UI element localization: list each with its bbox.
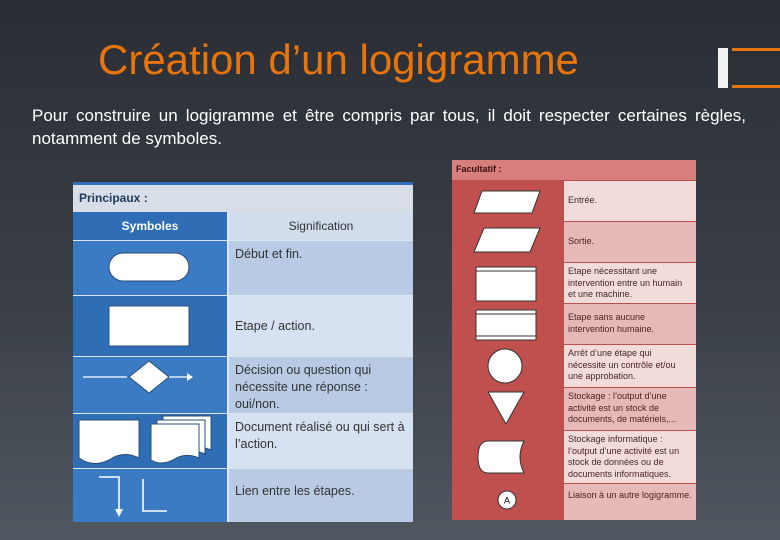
symbol-cell [73,296,227,356]
meaning-cell: Entrée. [564,181,696,221]
symbol-cell [73,241,227,295]
table-row [452,181,696,221]
facultatif-table [452,160,696,520]
document-symbol-icon [73,414,227,468]
table-row [73,296,413,356]
table-row [73,241,413,295]
stored-data-icon [452,431,562,483]
table-row [452,484,696,520]
terminator-symbol-icon [73,241,227,295]
symbol-cell [73,469,227,522]
accent-bar-outline [732,48,780,88]
manual-operation-icon [452,263,562,303]
table-row [73,357,413,413]
table-row [452,263,696,303]
principaux-heading: Principaux : [79,191,148,205]
meaning-cell: Début et fin. [229,241,413,295]
table-row [452,304,696,344]
process-symbol-icon [73,296,227,356]
manual-step-icon [452,304,562,344]
meaning-cell: Stockage informatique : l’output d’une activité est un stock de données ou de documents informatiques. [564,431,696,483]
column-header-meaning: Signification [229,212,413,240]
off-page-connector-icon [452,484,562,520]
symbol-cell [73,357,227,413]
table-row [452,222,696,262]
meaning-cell: Etape sans aucune intervention humaine. [564,304,696,344]
symbol-cell [452,388,562,430]
meaning-cell: Décision ou question qui nécessite une réponse : oui/non. [229,357,413,413]
symbol-cell [452,431,562,483]
circle-symbol-icon [452,345,562,387]
meaning-cell: Document réalisé ou qui sert à l’action. [229,414,413,468]
table-row [452,431,696,483]
symbol-cell [452,304,562,344]
principaux-heading-bar [73,182,413,212]
accent-bar [718,48,728,88]
principaux-table [73,182,413,522]
meaning-cell: Arrêt d’une étape qui nécessite un contrôle et/ou une approbation. [564,345,696,387]
symbol-cell [452,484,562,520]
table-row [452,388,696,430]
facultatif-heading-bar [452,160,696,180]
output-parallelogram-icon [452,222,562,262]
meaning-cell: Stockage : l’output d’une activité est un stock de documents, de matériels,... [564,388,696,430]
meaning-cell: Sortie. [564,222,696,262]
intro-text: Pour construire un logigramme et être compris par tous, il doit respecter certaines règles, notamment de symboles. [32,106,746,148]
input-parallelogram-icon [452,181,562,221]
slide-title: Création d’un logigramme [98,36,579,83]
table-row [73,469,413,522]
meaning-cell: Etape nécessitant une intervention entre un humain et une machine. [564,263,696,303]
symbol-cell [452,222,562,262]
table-row [73,414,413,468]
symbol-cell [452,181,562,221]
symbol-cell [452,263,562,303]
meaning-cell: Etape / action. [229,296,413,356]
triangle-symbol-icon [452,388,562,430]
connector-lines-icon [73,469,227,522]
facultatif-heading: Facultatif : [456,164,502,174]
meaning-cell: Liaison à un autre logigramme. [564,484,696,520]
table-row [452,345,696,387]
connector-label: A [503,495,511,506]
meaning-cell: Lien entre les étapes. [229,469,413,522]
symbol-cell [452,345,562,387]
column-header-symbols: Symboles [73,212,227,240]
decision-symbol-icon [73,357,227,413]
symbol-cell [73,414,227,468]
